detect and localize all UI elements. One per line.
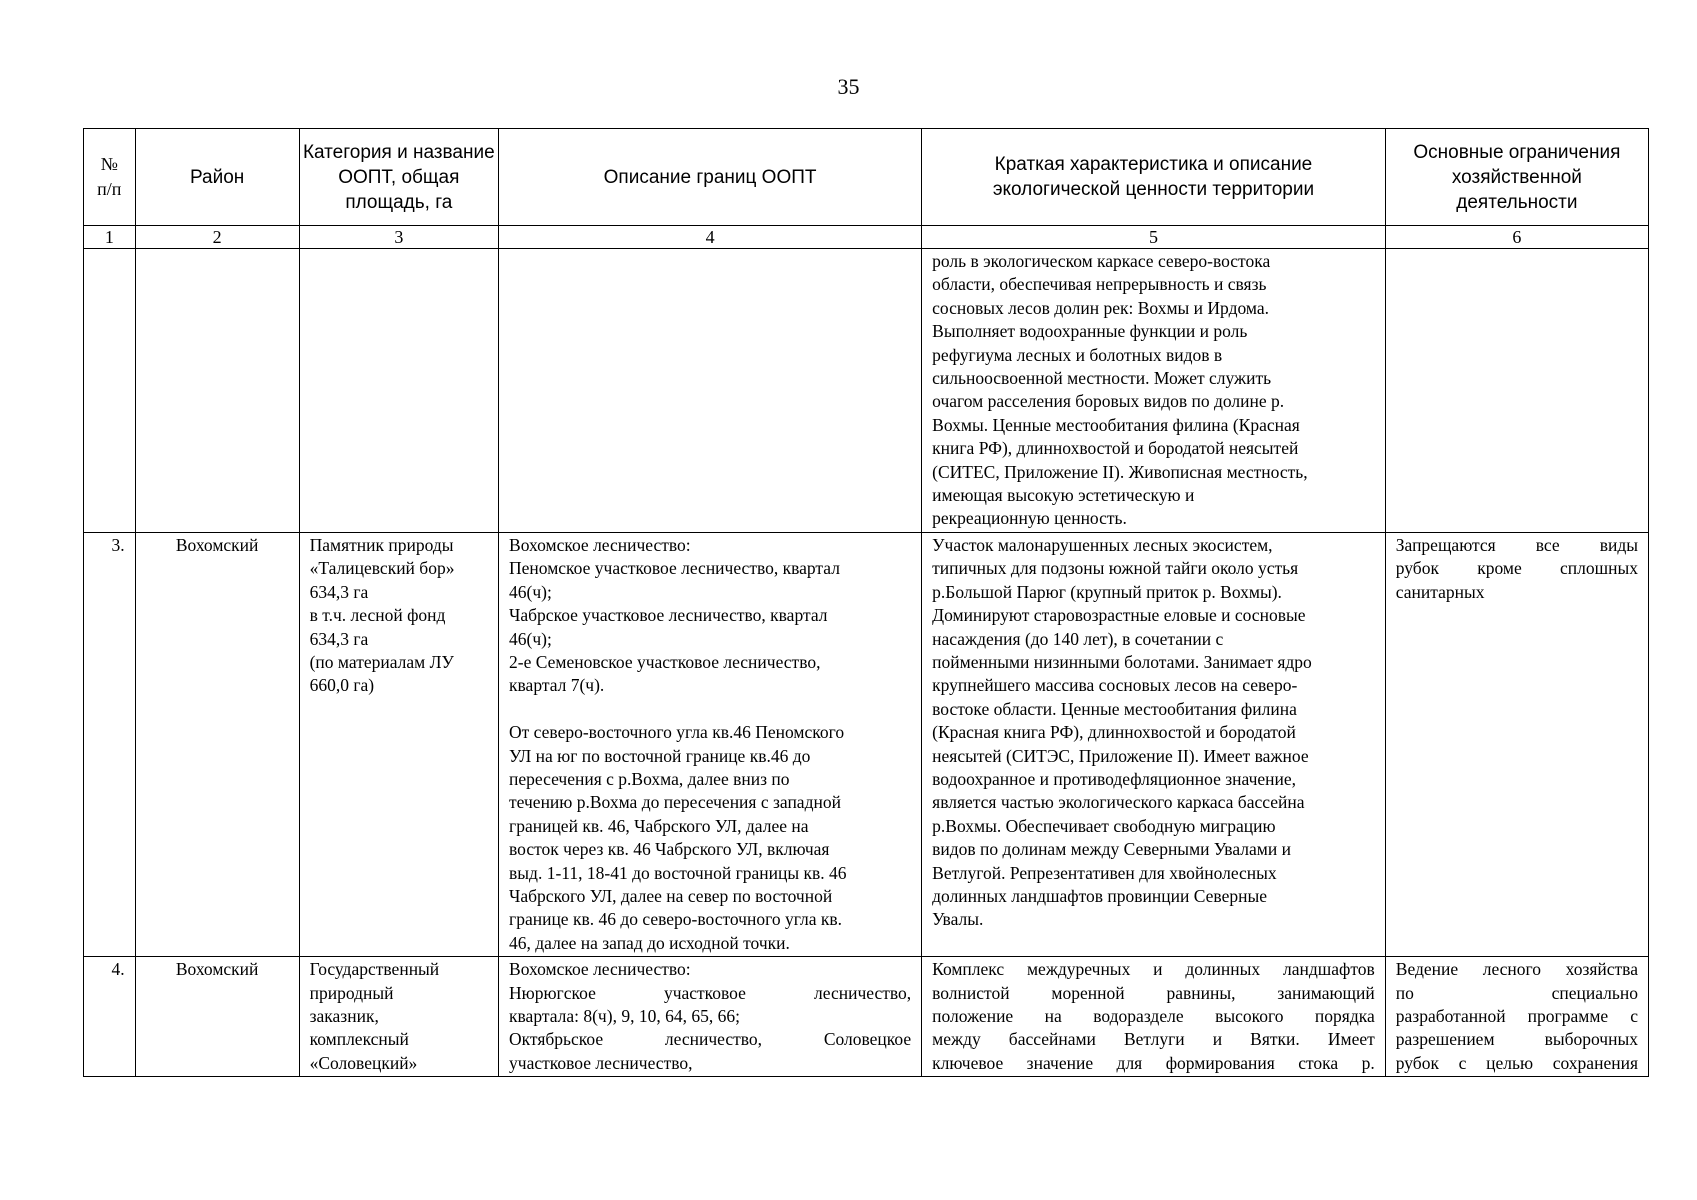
column-number-row — [84, 226, 1649, 249]
table-header-row — [84, 129, 1649, 226]
name-cell: Государственный природный заказник, комплексный «Соловецкий» — [299, 957, 498, 1077]
protected-areas-table — [83, 128, 1649, 1077]
description-cell: Участок малонарушенных лесных экосистем, типичных для подзоны южной тайги около устья р.Большой Парюг (крупный приток р. Вохмы). Доминируют старовозрастные еловые и сосновые насаждения (до 140 лет), в сочетании с пойменными низинными болотами. Занимает ядро крупнейшего массива сосновых лесов на северо- востоке области. Ценные местообитания филина (Красная книга РФ), длиннохвостой и бородатой неясытей (СИТЭС, Приложение II). Имеет важное водоохранное и противодефляционное значение, является частью экологического каркаса бассейна р.Вохмы. Обеспечивает свободную миграцию видов по долинам между Северными Увалами и Ветлугой. Репрезентативен для хвойнолесных долинных ландшафтов провинции Северные Увалы. — [922, 532, 1386, 956]
row-number: 3. — [84, 532, 136, 956]
name-cell: Памятник природы «Талицевский бор» 634,3 га в т.ч. лесной фонд 634,3 га (по материалам ЛУ 660,0 га) — [299, 532, 498, 956]
page-number: 35 — [837, 74, 860, 99]
empty-cell — [84, 249, 136, 533]
paragraph-gap — [509, 698, 911, 721]
header-restrictions: Основные ограничения хозяйственной деятельности — [1385, 129, 1648, 226]
header-district: Район — [135, 129, 299, 226]
continuation-row — [84, 249, 1649, 533]
empty-cell — [1385, 249, 1648, 533]
header-characteristics: Краткая характеристика и описание экологической ценности территории — [922, 129, 1386, 226]
header-boundaries: Описание границ ООПТ — [499, 129, 922, 226]
continuation-description: роль в экологическом каркасе северо-востока области, обеспечивая непрерывность и связь сосновых лесов долин рек: Вохмы и Ирдома. Выполняет водоохранные функции и роль рефугиума лесных и болотных видов в сильноосвоенной местности. Может служить очагом расселения боровых видов по долине р. Вохмы. Ценные местообитания филина (Красная книга РФ), длиннохвостой и бородатой неясытей (СИТЕС, Приложение II). Живописная местность, имеющая высокую эстетическую и рекреационную ценность. — [922, 249, 1386, 533]
column-number: 3 — [299, 226, 498, 249]
header-category-name: Категория и название ООПТ, общая площадь, га — [299, 129, 498, 226]
column-number: 5 — [922, 226, 1386, 249]
header-number: № п/п — [84, 129, 136, 226]
boundary-cell: Вохомское лесничество: Нюрюгское участковое лесничество, квартала: 8(ч), 9, 10, 64, 65, 66; Октябрьское лесничество, Соловецкое участковое лесничество, — [499, 957, 922, 1077]
table-row — [84, 957, 1649, 1077]
column-number: 1 — [84, 226, 136, 249]
column-number: 2 — [135, 226, 299, 249]
empty-cell — [135, 249, 299, 533]
district-cell: Вохомский — [135, 532, 299, 956]
column-number: 6 — [1385, 226, 1648, 249]
restriction-cell: Запрещаются все виды рубок кроме сплошных санитарных — [1385, 532, 1648, 956]
boundary-cell: Вохомское лесничество: Пеномское участковое лесничество, квартал 46(ч); Чабрское участковое лесничество, квартал 46(ч); 2-е Семеновское участковое лесничество, квартал 7(ч). От северо-восточного угла кв.46 Пеномского УЛ на юг по восточной границе кв.46 до пересечения с р.Вохма, далее вниз по течению р.Вохма до пересечения с западной границей кв. 46, Чабрского УЛ, далее на восток через кв. 46 Чабрского УЛ, включая выд. 1-11, 18-41 до восточной границы кв. 46 Чабрского УЛ, далее на север по восточной границе кв. 46 до северо-восточного угла кв. 46, далее на запад до исходной точки. — [499, 532, 922, 956]
district-cell: Вохомский — [135, 957, 299, 1077]
table-row — [84, 532, 1649, 956]
row-number: 4. — [84, 957, 136, 1077]
restriction-cell: Ведение лесного хозяйства по специально разработанной программе с разрешением выборочных рубок с целью сохранения — [1385, 957, 1648, 1077]
empty-cell — [499, 249, 922, 533]
empty-cell — [299, 249, 498, 533]
description-cell: Комплекс междуречных и долинных ландшафтов волнистой моренной равнины, занимающий положение на водоразделе высокого порядка между бассейнами Ветлуги и Вятки. Имеет ключевое значение для формирования стока р. — [922, 957, 1386, 1077]
column-number: 4 — [499, 226, 922, 249]
